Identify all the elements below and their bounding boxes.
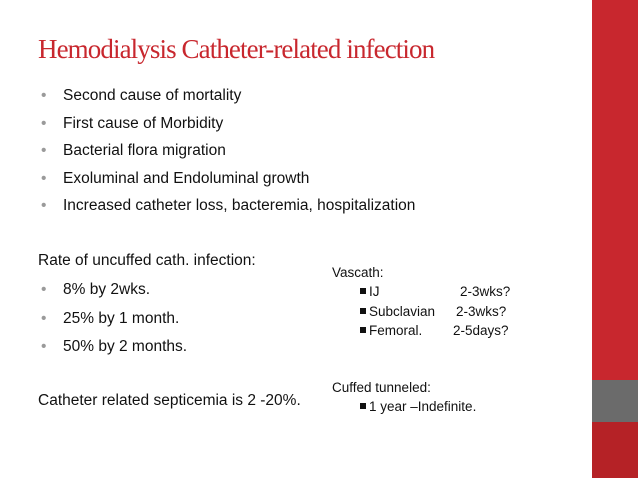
cuffed-heading: Cuffed tunneled: <box>332 380 431 395</box>
bullet-icon: • <box>41 142 47 160</box>
list-item-text: Increased catheter loss, bacteremia, hospitalization <box>63 197 416 215</box>
list-item-text: First cause of Morbidity <box>63 114 224 132</box>
rate-bullet-list <box>39 280 187 366</box>
cuffed-item: 1 year –Indefinite. <box>369 399 477 414</box>
vascath-row <box>360 282 511 302</box>
list-item-text: 8% by 2wks. <box>63 281 151 298</box>
sidebar-dark-block <box>592 422 638 478</box>
septicemia-text: Catheter related septicemia is 2 -20%. <box>38 392 301 409</box>
vascath-row <box>360 321 509 341</box>
cuffed-row <box>360 397 476 417</box>
main-bullet-list <box>39 86 415 224</box>
bullet-icon: • <box>41 309 47 327</box>
list-item <box>39 280 187 309</box>
list-item <box>39 309 187 338</box>
vascath-site: Femoral. <box>369 323 423 338</box>
list-item <box>39 337 187 366</box>
slide-title: Hemodialysis Catheter-related infection <box>38 34 435 64</box>
square-bullet-icon <box>360 403 366 409</box>
list-item <box>39 141 415 169</box>
bullet-icon: • <box>41 87 47 104</box>
list-item-text: Exoluminal and Endoluminal growth <box>63 169 310 187</box>
rate-heading: Rate of uncuffed cath. infection: <box>38 252 256 269</box>
list-item <box>39 114 415 142</box>
sidebar-gray-block <box>592 380 638 422</box>
list-item <box>39 169 415 197</box>
list-item <box>39 196 415 224</box>
vascath-heading: Vascath: <box>332 265 384 280</box>
list-item-text: Bacterial flora migration <box>63 142 226 160</box>
bullet-icon: • <box>41 114 47 132</box>
vascath-row <box>360 302 507 322</box>
square-bullet-icon <box>360 288 366 294</box>
bullet-icon: • <box>41 338 47 355</box>
square-bullet-icon <box>360 308 366 314</box>
vascath-site: IJ <box>369 284 380 299</box>
list-item <box>39 86 415 114</box>
bullet-icon: • <box>41 281 47 298</box>
vascath-duration: 2-5days? <box>453 323 509 338</box>
list-item-text: Second cause of mortality <box>63 87 242 104</box>
bullet-icon: • <box>41 197 47 215</box>
list-item-text: 50% by 2 months. <box>63 338 188 355</box>
bullet-icon: • <box>41 169 47 187</box>
vascath-duration: 2-3wks? <box>456 304 507 319</box>
square-bullet-icon <box>360 327 366 333</box>
list-item-text: 25% by 1 month. <box>63 309 180 327</box>
vascath-site: Subclavian <box>369 304 436 319</box>
vascath-duration: 2-3wks? <box>460 284 511 299</box>
